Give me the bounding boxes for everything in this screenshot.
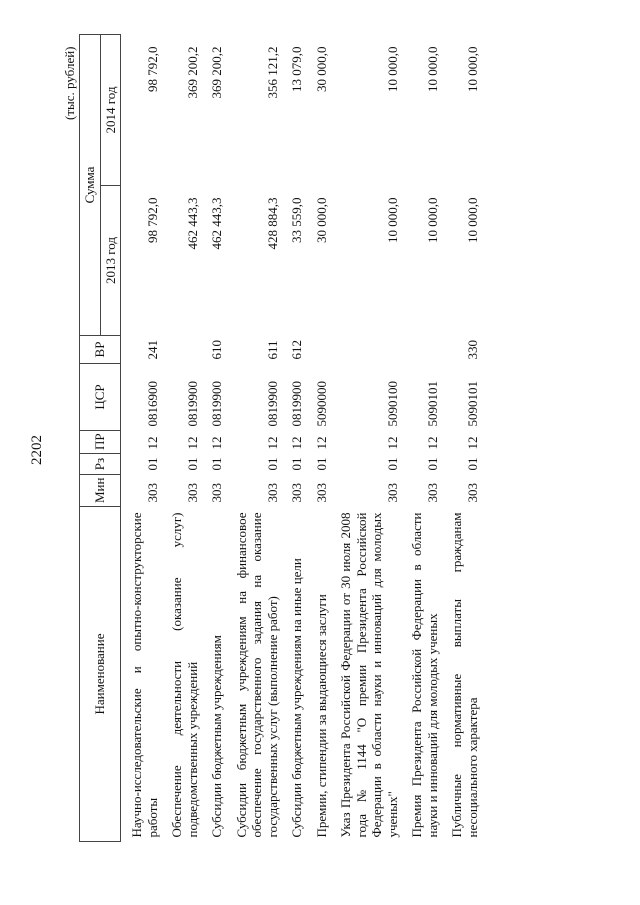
cell-csr: 5090101 xyxy=(464,381,480,427)
cell-y2014: 30 000,0 xyxy=(313,46,329,92)
cell-vr xyxy=(312,336,337,364)
cell-name: Обеспечение деятельности (оказание услуг) подведомственных учреждений xyxy=(169,512,200,838)
budget-table xyxy=(79,34,487,842)
cell-y2013: 462 443,3 xyxy=(184,197,200,250)
cell-rz: 01 xyxy=(209,457,224,471)
cell-y2013: 10 000,0 xyxy=(384,197,400,243)
cell-y2013: 30 000,0 xyxy=(313,197,329,243)
cell-y2014: 356 121,2 xyxy=(264,46,280,99)
header-rz: Рз xyxy=(80,454,121,475)
table-row xyxy=(447,35,487,842)
header-2014: 2014 год xyxy=(100,35,121,186)
cell-csr: 0819900 xyxy=(209,381,224,427)
header-min: Мин xyxy=(80,475,121,507)
cell-vr xyxy=(336,336,407,364)
cell-vr: 611 xyxy=(264,340,280,360)
cell-y2014: 369 200,2 xyxy=(209,46,224,99)
cell-csr: 0816900 xyxy=(144,381,160,427)
cell-y2014: 13 079,0 xyxy=(289,46,304,92)
cell-y2013: 10 000,0 xyxy=(424,197,440,243)
cell-min: 303 xyxy=(464,483,480,503)
cell-pr: 12 xyxy=(313,436,329,450)
cell-pr: 12 xyxy=(144,436,160,450)
cell-pr: 12 xyxy=(184,436,200,450)
cell-min: 303 xyxy=(209,483,224,503)
cell-rz: 01 xyxy=(384,457,400,471)
cell-y2013: 462 443,3 xyxy=(209,197,224,250)
cell-y2014: 10 000,0 xyxy=(424,46,440,92)
cell-name: Премия Президента Российской Федерации в области науки и инноваций для молодых ученых xyxy=(409,512,440,838)
cell-min: 303 xyxy=(313,483,329,503)
cell-pr: 12 xyxy=(209,436,224,450)
table-row xyxy=(167,35,207,842)
table-header xyxy=(80,35,121,842)
table-row xyxy=(312,35,337,842)
table-row xyxy=(287,35,312,842)
table-body xyxy=(121,35,488,842)
cell-min: 303 xyxy=(144,483,160,503)
cell-name: Премии, стипендии за выдающиеся заслуги xyxy=(313,594,329,838)
cell-csr: 0819900 xyxy=(289,381,304,427)
cell-rz: 01 xyxy=(464,457,480,471)
header-pr: ПР xyxy=(80,431,121,454)
cell-pr: 12 xyxy=(289,436,304,450)
header-name: Наименование xyxy=(80,507,121,842)
cell-rz: 01 xyxy=(424,457,440,471)
cell-min: 303 xyxy=(289,483,304,503)
cell-pr: 12 xyxy=(384,436,400,450)
cell-y2014: 98 792,0 xyxy=(144,46,160,92)
cell-rz: 01 xyxy=(144,457,160,471)
cell-rz: 01 xyxy=(313,457,329,471)
cell-csr: 5090100 xyxy=(384,381,400,427)
cell-y2013: 428 884,3 xyxy=(264,197,280,250)
cell-y2014: 369 200,2 xyxy=(184,46,200,99)
cell-pr: 12 xyxy=(464,436,480,450)
cell-vr: 610 xyxy=(209,340,224,360)
cell-name: Публичные нормативные выплаты гражданам несоциального характера xyxy=(449,512,480,838)
cell-name: Субсидии бюджетным учреждениям на иные цели xyxy=(289,558,304,838)
table-row xyxy=(336,35,407,842)
cell-name: Указ Президента Российской Федерации от 30 июля 2008 года № 1144 "О премии Президента Российской Федерации в области науки и инноваций для молодых ученых" xyxy=(338,512,400,838)
cell-min: 303 xyxy=(184,483,200,503)
cell-rz: 01 xyxy=(289,457,304,471)
cell-csr: 0819900 xyxy=(264,381,280,427)
cell-y2014: 10 000,0 xyxy=(464,46,480,92)
cell-min: 303 xyxy=(424,483,440,503)
cell-y2014: 10 000,0 xyxy=(384,46,400,92)
cell-y2013: 98 792,0 xyxy=(144,197,160,243)
table-row xyxy=(407,35,447,842)
cell-vr: 612 xyxy=(289,340,304,360)
table-row xyxy=(232,35,288,842)
cell-name: Субсидии бюджетным учреждениям xyxy=(209,635,224,838)
cell-vr xyxy=(167,336,207,364)
cell-y2013: 33 559,0 xyxy=(289,197,304,243)
cell-min: 303 xyxy=(264,483,280,503)
cell-pr: 12 xyxy=(424,436,440,450)
cell-pr: 12 xyxy=(264,436,280,450)
header-sum: Сумма xyxy=(80,35,101,336)
cell-csr: 5090101 xyxy=(424,381,440,427)
cell-name: Субсидии бюджетным учреждениям на финансовое обеспечение государственного задания на оказание государственных услуг (выполнение работ) xyxy=(233,512,280,838)
cell-min: 303 xyxy=(384,483,400,503)
table-row xyxy=(121,35,168,842)
header-vr: ВР xyxy=(80,336,121,364)
cell-y2013: 10 000,0 xyxy=(464,197,480,243)
units-label: (тыс. рублей) xyxy=(62,46,77,120)
header-2013: 2013 год xyxy=(100,186,121,336)
cell-rz: 01 xyxy=(184,457,200,471)
page-number: 2202 xyxy=(29,435,45,465)
cell-vr: 330 xyxy=(464,340,480,360)
header-csr: ЦСР xyxy=(80,364,121,431)
cell-rz: 01 xyxy=(264,457,280,471)
cell-csr: 5090000 xyxy=(313,381,329,427)
cell-vr: 241 xyxy=(144,340,160,360)
cell-name: Научно-исследовательские и опытно-конструкторские работы xyxy=(129,512,160,838)
cell-csr: 0819900 xyxy=(184,381,200,427)
table-row xyxy=(207,35,232,842)
cell-vr xyxy=(407,336,447,364)
